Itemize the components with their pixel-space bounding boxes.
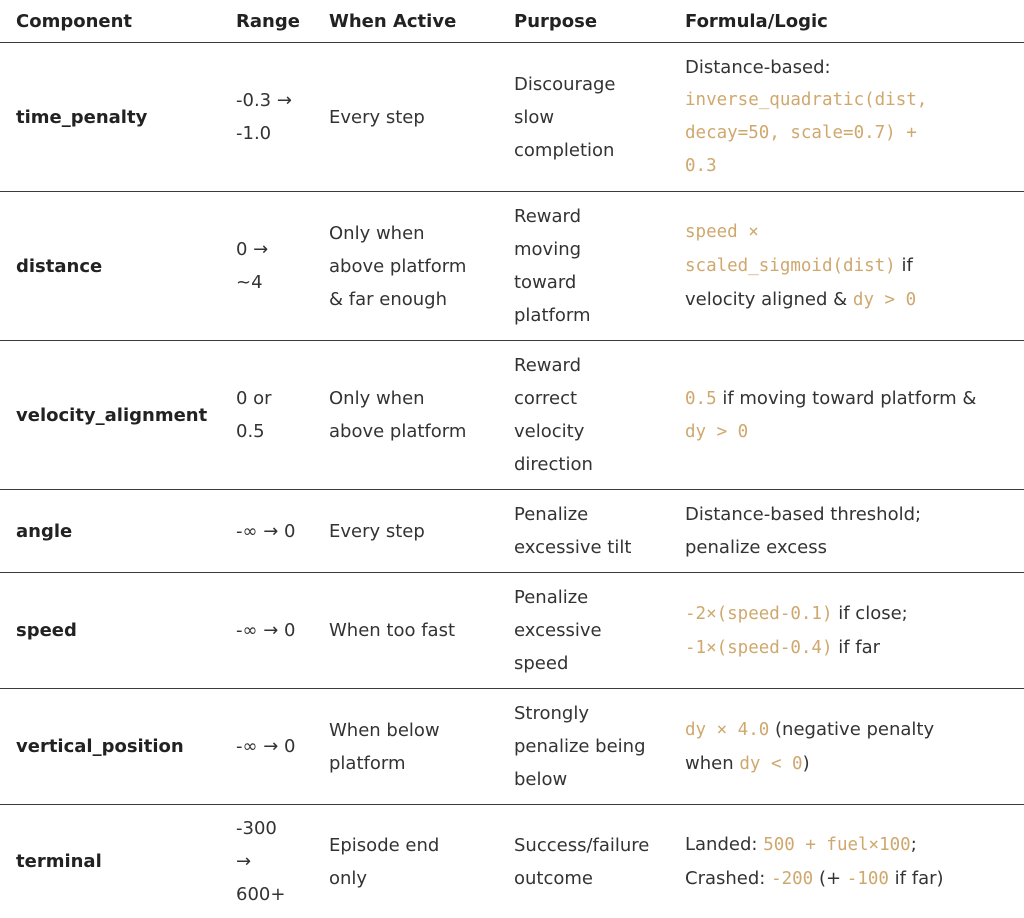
cell-purpose: Reward moving toward platform	[498, 192, 669, 341]
cell-formula: 0.5 if moving toward platform & dy > 0	[669, 341, 1024, 490]
cell-component: speed	[0, 573, 220, 689]
cell-when-active: Episode end only	[313, 805, 498, 918]
cell-when-active: Only when above platform	[313, 341, 498, 490]
table-row	[0, 689, 1024, 805]
cell-formula: Distance-based threshold; penalize excess	[669, 490, 1024, 573]
cell-range: -0.3 → -1.0	[220, 43, 313, 192]
header-range: Range	[220, 0, 313, 43]
table-row	[0, 192, 1024, 341]
cell-purpose: Success/failure outcome	[498, 805, 669, 918]
cell-formula: -2×(speed-0.1) if close; -1×(speed-0.4) if far	[669, 573, 1024, 689]
cell-formula: Landed: 500 + fuel×100; Crashed: -200 (+ -100 if far)	[669, 805, 1024, 918]
cell-component: angle	[0, 490, 220, 573]
cell-when-active: Every step	[313, 43, 498, 192]
table-row	[0, 805, 1024, 918]
cell-component: distance	[0, 192, 220, 341]
header-purpose: Purpose	[498, 0, 669, 43]
header-when-active: When Active	[313, 0, 498, 43]
cell-purpose: Discourage slow completion	[498, 43, 669, 192]
cell-range: -∞ → 0	[220, 573, 313, 689]
header-formula: Formula/Logic	[669, 0, 1024, 43]
cell-component: vertical_position	[0, 689, 220, 805]
table-row	[0, 43, 1024, 192]
cell-range: 0 or 0.5	[220, 341, 313, 490]
cell-formula: speed × scaled_sigmoid(dist) if velocity aligned & dy > 0	[669, 192, 1024, 341]
header-component: Component	[0, 0, 220, 43]
table-row	[0, 573, 1024, 689]
cell-component: time_penalty	[0, 43, 220, 192]
cell-component: velocity_alignment	[0, 341, 220, 490]
cell-formula: dy × 4.0 (negative penalty when dy < 0)	[669, 689, 1024, 805]
cell-formula: Distance-based: inverse_quadratic(dist, decay=50, scale=0.7) + 0.3	[669, 43, 1024, 192]
cell-when-active: When too fast	[313, 573, 498, 689]
cell-when-active: Every step	[313, 490, 498, 573]
cell-purpose: Strongly penalize being below	[498, 689, 669, 805]
cell-range: -∞ → 0	[220, 689, 313, 805]
cell-purpose: Penalize excessive speed	[498, 573, 669, 689]
cell-when-active: Only when above platform & far enough	[313, 192, 498, 341]
cell-range: 0 → ~4	[220, 192, 313, 341]
cell-when-active: When below platform	[313, 689, 498, 805]
table-row	[0, 341, 1024, 490]
header-row	[0, 0, 1024, 43]
table-row	[0, 490, 1024, 573]
cell-component: terminal	[0, 805, 220, 918]
cell-range: -300 → 600+	[220, 805, 313, 918]
cell-purpose: Penalize excessive tilt	[498, 490, 669, 573]
cell-range: -∞ → 0	[220, 490, 313, 573]
cell-purpose: Reward correct velocity direction	[498, 341, 669, 490]
